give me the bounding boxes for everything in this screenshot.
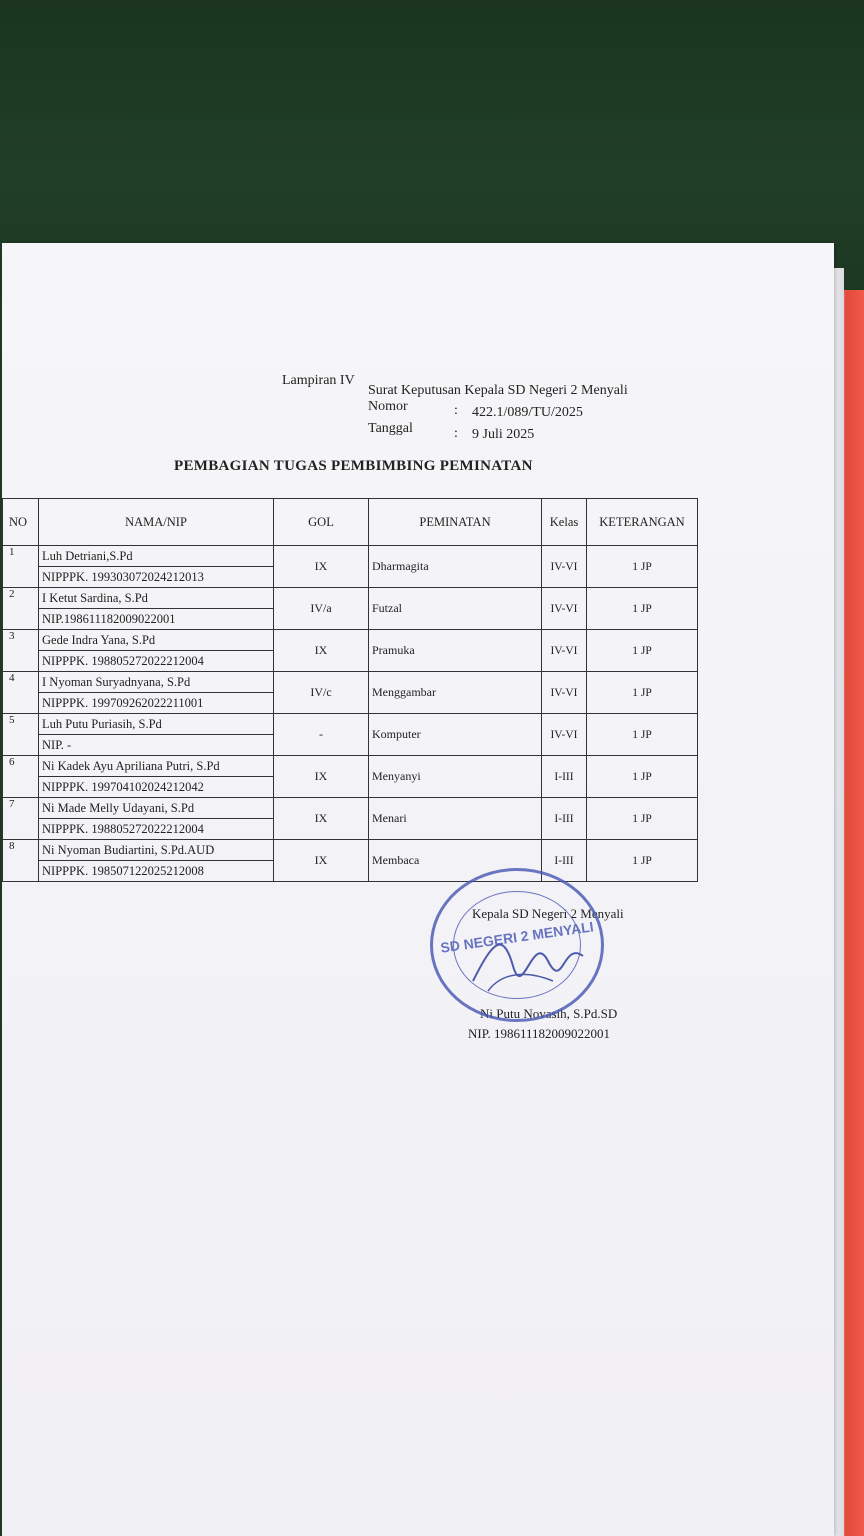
row-peminatan: Menggambar	[369, 672, 542, 714]
table-row	[3, 630, 698, 651]
signature-scribble-icon	[433, 871, 601, 1019]
row-kelas: I-III	[542, 840, 587, 882]
row-nama: Gede Indra Yana, S.Pd	[39, 630, 274, 651]
row-peminatan: Pramuka	[369, 630, 542, 672]
row-nip: NIP. -	[39, 735, 274, 756]
document-title: PEMBAGIAN TUGAS PEMBIMBING PEMINATAN	[174, 458, 533, 474]
row-keterangan: 1 JP	[587, 630, 698, 672]
row-gol: IV/a	[274, 588, 369, 630]
row-keterangan: 1 JP	[587, 840, 698, 882]
row-nama: I Nyoman Suryadnyana, S.Pd	[39, 672, 274, 693]
lampiran-label: Lampiran IV	[282, 373, 355, 388]
row-peminatan: Menyanyi	[369, 756, 542, 798]
row-kelas: IV-VI	[542, 546, 587, 588]
row-gol: IX	[274, 840, 369, 882]
tanggal-separator: :	[454, 426, 458, 441]
header-kelas: Kelas	[542, 499, 587, 546]
row-no: 7	[3, 798, 39, 840]
row-kelas: I-III	[542, 798, 587, 840]
row-peminatan: Menari	[369, 798, 542, 840]
row-kelas: IV-VI	[542, 630, 587, 672]
header-no: NO	[3, 499, 39, 546]
nomor-label: Nomor	[368, 399, 408, 414]
row-peminatan: Membaca	[369, 840, 542, 882]
row-nip: NIP.198611182009022001	[39, 609, 274, 630]
header-gol: GOL	[274, 499, 369, 546]
tanggal-label: Tanggal	[368, 421, 413, 436]
header-keterangan: KETERANGAN	[587, 499, 698, 546]
row-kelas: IV-VI	[542, 714, 587, 756]
table-row	[3, 672, 698, 693]
table-header-row	[3, 499, 698, 546]
row-peminatan: Komputer	[369, 714, 542, 756]
row-gol: IV/c	[274, 672, 369, 714]
row-kelas: I-III	[542, 756, 587, 798]
table-body	[3, 546, 698, 882]
table-row	[3, 546, 698, 567]
row-kelas: IV-VI	[542, 672, 587, 714]
row-peminatan: Futzal	[369, 588, 542, 630]
row-nama: Ni Kadek Ayu Apriliana Putri, S.Pd	[39, 756, 274, 777]
row-nip: NIPPPK. 198507122025212008	[39, 861, 274, 882]
row-nama: I Ketut Sardina, S.Pd	[39, 588, 274, 609]
row-keterangan: 1 JP	[587, 756, 698, 798]
row-nip: NIPPPK. 199709262022211001	[39, 693, 274, 714]
row-no: 6	[3, 756, 39, 798]
table-row	[3, 714, 698, 735]
document-page	[2, 243, 834, 1536]
row-nama: Ni Made Melly Udayani, S.Pd	[39, 798, 274, 819]
header-nama: NAMA/NIP	[39, 499, 274, 546]
row-no: 2	[3, 588, 39, 630]
row-nip: NIPPPK. 199303072024212013	[39, 567, 274, 588]
row-no: 8	[3, 840, 39, 882]
row-nama: Luh Detriani,S.Pd	[39, 546, 274, 567]
row-peminatan: Dharmagita	[369, 546, 542, 588]
row-keterangan: 1 JP	[587, 546, 698, 588]
row-keterangan: 1 JP	[587, 714, 698, 756]
table-row	[3, 798, 698, 819]
signature-nip: NIP. 198611182009022001	[468, 1026, 611, 1041]
row-no: 4	[3, 672, 39, 714]
assignment-table	[2, 498, 698, 882]
row-gol: IX	[274, 756, 369, 798]
header-peminatan: PEMINATAN	[369, 499, 542, 546]
row-gol: IX	[274, 630, 369, 672]
row-kelas: IV-VI	[542, 588, 587, 630]
nomor-value: 422.1/089/TU/2025	[472, 405, 583, 420]
tanggal-value: 9 Juli 2025	[472, 427, 535, 442]
row-gol: -	[274, 714, 369, 756]
row-nama: Ni Nyoman Budiartini, S.Pd.AUD	[39, 840, 274, 861]
row-keterangan: 1 JP	[587, 588, 698, 630]
signature-role: Kepala SD Negeri 2 Menyali	[472, 906, 624, 921]
row-no: 5	[3, 714, 39, 756]
nomor-separator: :	[454, 403, 458, 418]
table-row	[3, 840, 698, 861]
row-nip: NIPPPK. 198805272022212004	[39, 819, 274, 840]
signature-name: Ni Putu Novasih, S.Pd.SD	[480, 1006, 618, 1021]
table-row	[3, 756, 698, 777]
row-keterangan: 1 JP	[587, 672, 698, 714]
stamp-text: SD NEGERI 2 MENYALI	[439, 918, 595, 956]
official-stamp	[430, 868, 604, 1022]
lampiran-text: Surat Keputusan Kepala SD Negeri 2 Menyali	[368, 383, 628, 398]
row-gol: IX	[274, 798, 369, 840]
row-gol: IX	[274, 546, 369, 588]
table-row	[3, 588, 698, 609]
row-keterangan: 1 JP	[587, 798, 698, 840]
row-nip: NIPPPK. 198805272022212004	[39, 651, 274, 672]
row-no: 1	[3, 546, 39, 588]
row-nama: Luh Putu Puriasih, S.Pd	[39, 714, 274, 735]
row-no: 3	[3, 630, 39, 672]
row-nip: NIPPPK. 199704102024212042	[39, 777, 274, 798]
